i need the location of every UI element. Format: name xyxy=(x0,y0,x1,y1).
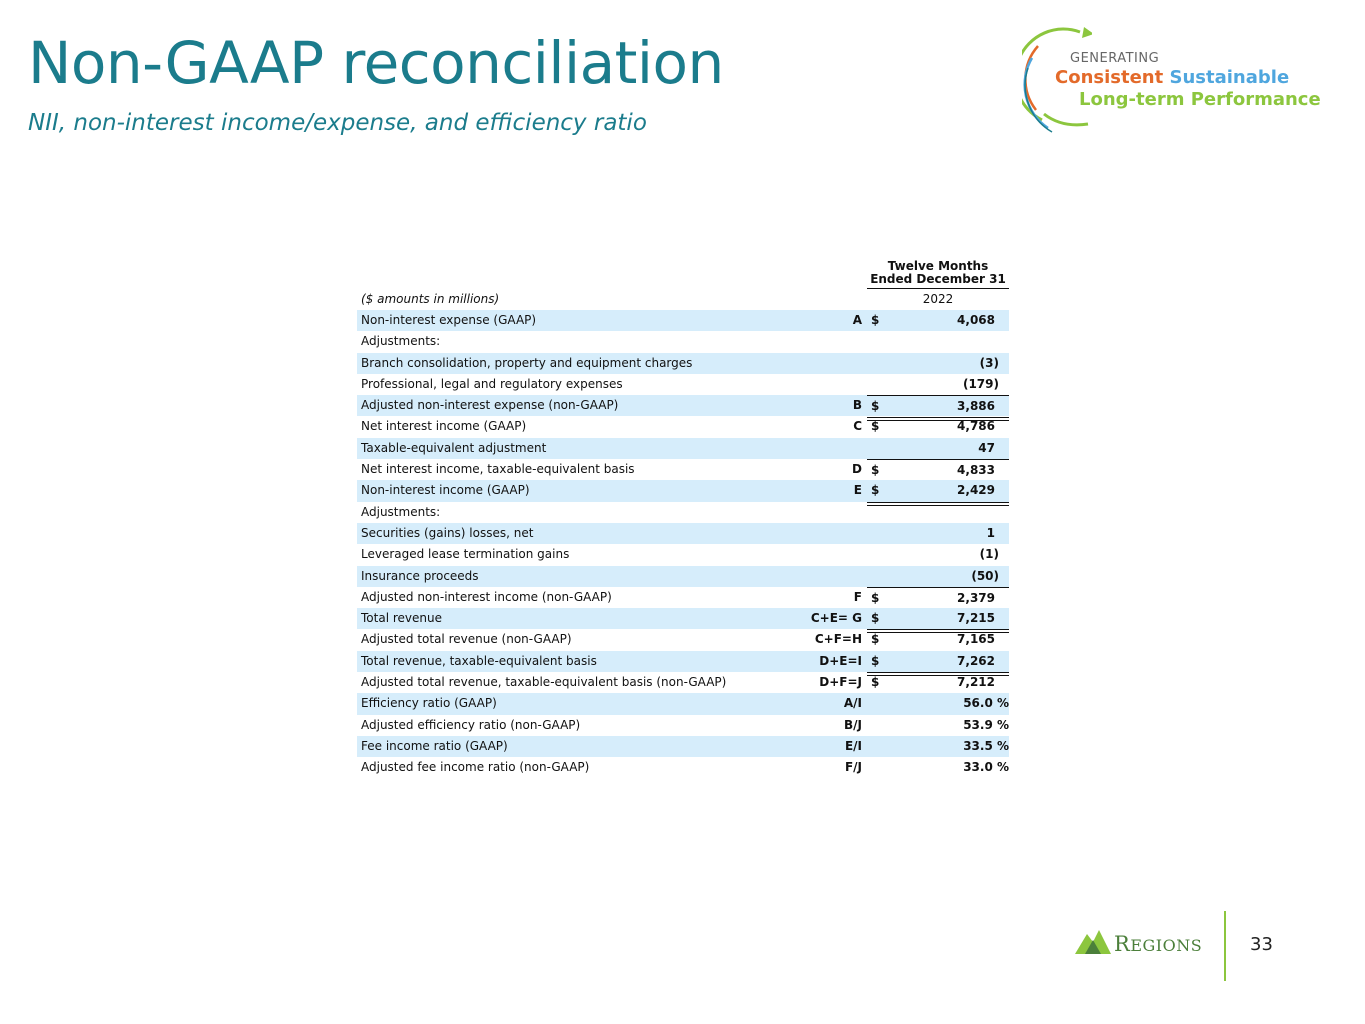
row-label: Insurance proceeds xyxy=(361,568,479,583)
row-label: Non-interest income (GAAP) xyxy=(361,483,530,498)
page-number: 33 xyxy=(1250,934,1273,955)
table-row xyxy=(357,566,1009,587)
regions-logo xyxy=(1075,928,1203,958)
value-cell xyxy=(867,523,1009,544)
row-value: 53.9 % xyxy=(963,717,1009,732)
table-row xyxy=(357,353,1009,374)
row-label: Adjustments: xyxy=(361,334,441,349)
regions-pyramid-icon xyxy=(1075,928,1111,954)
value-cell xyxy=(867,438,1009,460)
table-row xyxy=(357,480,1009,501)
logo-sustainable-text: Sustainable xyxy=(1169,67,1290,88)
table-row xyxy=(357,587,1009,608)
row-reference: B/J xyxy=(844,717,862,732)
row-reference: A/I xyxy=(843,696,862,711)
row-reference: D xyxy=(852,462,862,477)
footer-divider xyxy=(1224,911,1226,981)
value-cell xyxy=(867,715,1009,736)
row-value: 3,886 xyxy=(957,399,995,414)
dollar-sign: $ xyxy=(871,611,880,626)
units-note: ($ amounts in millions) xyxy=(361,292,500,306)
row-value: 2,429 xyxy=(957,483,995,498)
row-label: Total revenue xyxy=(361,611,442,626)
value-cell xyxy=(867,416,1009,437)
row-reference: F xyxy=(853,589,862,604)
table-row xyxy=(357,416,1009,437)
dollar-sign: $ xyxy=(871,463,880,478)
period-header-line1: Twelve Months xyxy=(887,259,989,273)
row-reference: A xyxy=(852,313,862,327)
regions-wordmark xyxy=(1114,932,1202,956)
period-header-line2: Ended December 31 xyxy=(870,272,1006,286)
row-reference: F/J xyxy=(844,760,862,775)
table-row xyxy=(357,331,1009,352)
value-cell xyxy=(867,544,1009,565)
table-row xyxy=(357,502,1009,523)
table-row xyxy=(357,395,1009,416)
dollar-sign: $ xyxy=(871,419,880,434)
row-label: Non-interest expense (GAAP) xyxy=(361,313,537,327)
row-reference: E/I xyxy=(844,738,862,753)
row-label: Adjustments: xyxy=(361,504,441,519)
regions-wordmark-rest: EGIONS xyxy=(1130,936,1203,955)
row-value: 2,379 xyxy=(957,590,995,605)
row-label: Fee income ratio (GAAP) xyxy=(361,738,508,753)
row-value: 33.5 % xyxy=(963,738,1009,753)
row-reference: B xyxy=(852,398,862,413)
row-label: Total revenue, taxable-equivalent basis xyxy=(361,653,597,668)
value-cell xyxy=(867,757,1009,778)
table-row xyxy=(357,672,1009,693)
page-subtitle: NII, non-interest income/expense, and efficiency ratio xyxy=(28,110,647,136)
regions-wordmark-initial: R xyxy=(1114,932,1131,956)
logo-generating-text: GENERATING xyxy=(1070,51,1160,66)
row-value: 56.0 % xyxy=(963,696,1009,711)
row-value: (179) xyxy=(962,376,999,391)
table-row xyxy=(357,544,1009,565)
row-label: Adjusted non-interest income (non-GAAP) xyxy=(361,589,612,604)
row-label: Branch consolidation, property and equipment charges xyxy=(361,355,693,370)
row-value: 33.0 % xyxy=(963,760,1009,775)
row-label: Efficiency ratio (GAAP) xyxy=(361,696,497,711)
row-value: 7,165 xyxy=(957,632,995,647)
dollar-sign: $ xyxy=(871,483,880,498)
row-label: Adjusted fee income ratio (non-GAAP) xyxy=(361,760,590,775)
row-reference: E xyxy=(853,483,862,498)
row-value: (1) xyxy=(979,547,999,562)
page-title: Non-GAAP reconciliation xyxy=(28,29,724,97)
table-row xyxy=(357,715,1009,736)
table-row xyxy=(357,757,1009,778)
dollar-sign: $ xyxy=(871,632,880,647)
table-body xyxy=(357,310,1009,779)
row-reference: D+F=J xyxy=(819,675,862,690)
value-cell xyxy=(867,374,1009,396)
value-cell xyxy=(867,566,1009,588)
row-value: 4,833 xyxy=(957,463,995,478)
year-header: 2022 xyxy=(922,292,954,306)
row-value: 7,215 xyxy=(957,611,995,626)
dollar-sign: $ xyxy=(871,675,880,690)
generating-performance-logo xyxy=(1022,24,1332,136)
value-cell xyxy=(867,353,1009,374)
table-row xyxy=(357,608,1009,629)
table-row xyxy=(357,310,1009,331)
row-value: (3) xyxy=(979,355,999,370)
table-row xyxy=(357,523,1009,544)
dollar-sign: $ xyxy=(871,313,880,327)
row-value: (50) xyxy=(971,568,999,583)
row-label: Leveraged lease termination gains xyxy=(361,547,570,562)
row-reference: D+E=I xyxy=(819,653,862,668)
dollar-sign: $ xyxy=(871,653,880,668)
logo-consistent-text: Consistent xyxy=(1055,67,1164,88)
row-label: Adjusted total revenue (non-GAAP) xyxy=(361,632,572,647)
value-cell xyxy=(867,331,1009,352)
row-value: 4,068 xyxy=(957,313,995,327)
dollar-sign: $ xyxy=(871,399,880,414)
row-value: 7,262 xyxy=(957,653,995,668)
period-header xyxy=(867,260,1009,289)
table-header xyxy=(357,256,1009,310)
table-row xyxy=(357,693,1009,714)
table-row xyxy=(357,629,1009,650)
row-label: Professional, legal and regulatory expenses xyxy=(361,376,623,391)
table-row xyxy=(357,438,1009,459)
value-cell xyxy=(867,310,1009,331)
logo-line-2 xyxy=(1055,67,1289,88)
value-cell xyxy=(867,736,1009,757)
row-label: Taxable-equivalent adjustment xyxy=(361,440,547,455)
table-row xyxy=(357,651,1009,672)
logo-long-term-text: Long-term Performance xyxy=(1079,89,1321,110)
row-label: Net interest income (GAAP) xyxy=(361,419,527,434)
row-label: Adjusted efficiency ratio (non-GAAP) xyxy=(361,717,581,732)
row-value: 47 xyxy=(978,440,995,455)
value-cell xyxy=(867,693,1009,714)
row-label: Net interest income, taxable-equivalent basis xyxy=(361,462,635,477)
value-cell xyxy=(867,502,1009,523)
row-value: 1 xyxy=(986,525,995,540)
row-label: Adjusted total revenue, taxable-equivalent basis (non-GAAP) xyxy=(361,675,727,690)
row-value: 4,786 xyxy=(957,419,995,434)
dollar-sign: $ xyxy=(871,590,880,605)
table-row xyxy=(357,736,1009,757)
reconciliation-table xyxy=(357,256,1009,779)
row-value: 7,212 xyxy=(957,675,995,690)
table-row xyxy=(357,374,1009,395)
row-reference: C xyxy=(853,419,862,434)
table-row xyxy=(357,459,1009,480)
row-reference: C+F=H xyxy=(814,632,862,647)
row-label: Adjusted non-interest expense (non-GAAP) xyxy=(361,398,619,413)
row-reference: C+E= G xyxy=(810,611,862,626)
row-label: Securities (gains) losses, net xyxy=(361,525,534,540)
